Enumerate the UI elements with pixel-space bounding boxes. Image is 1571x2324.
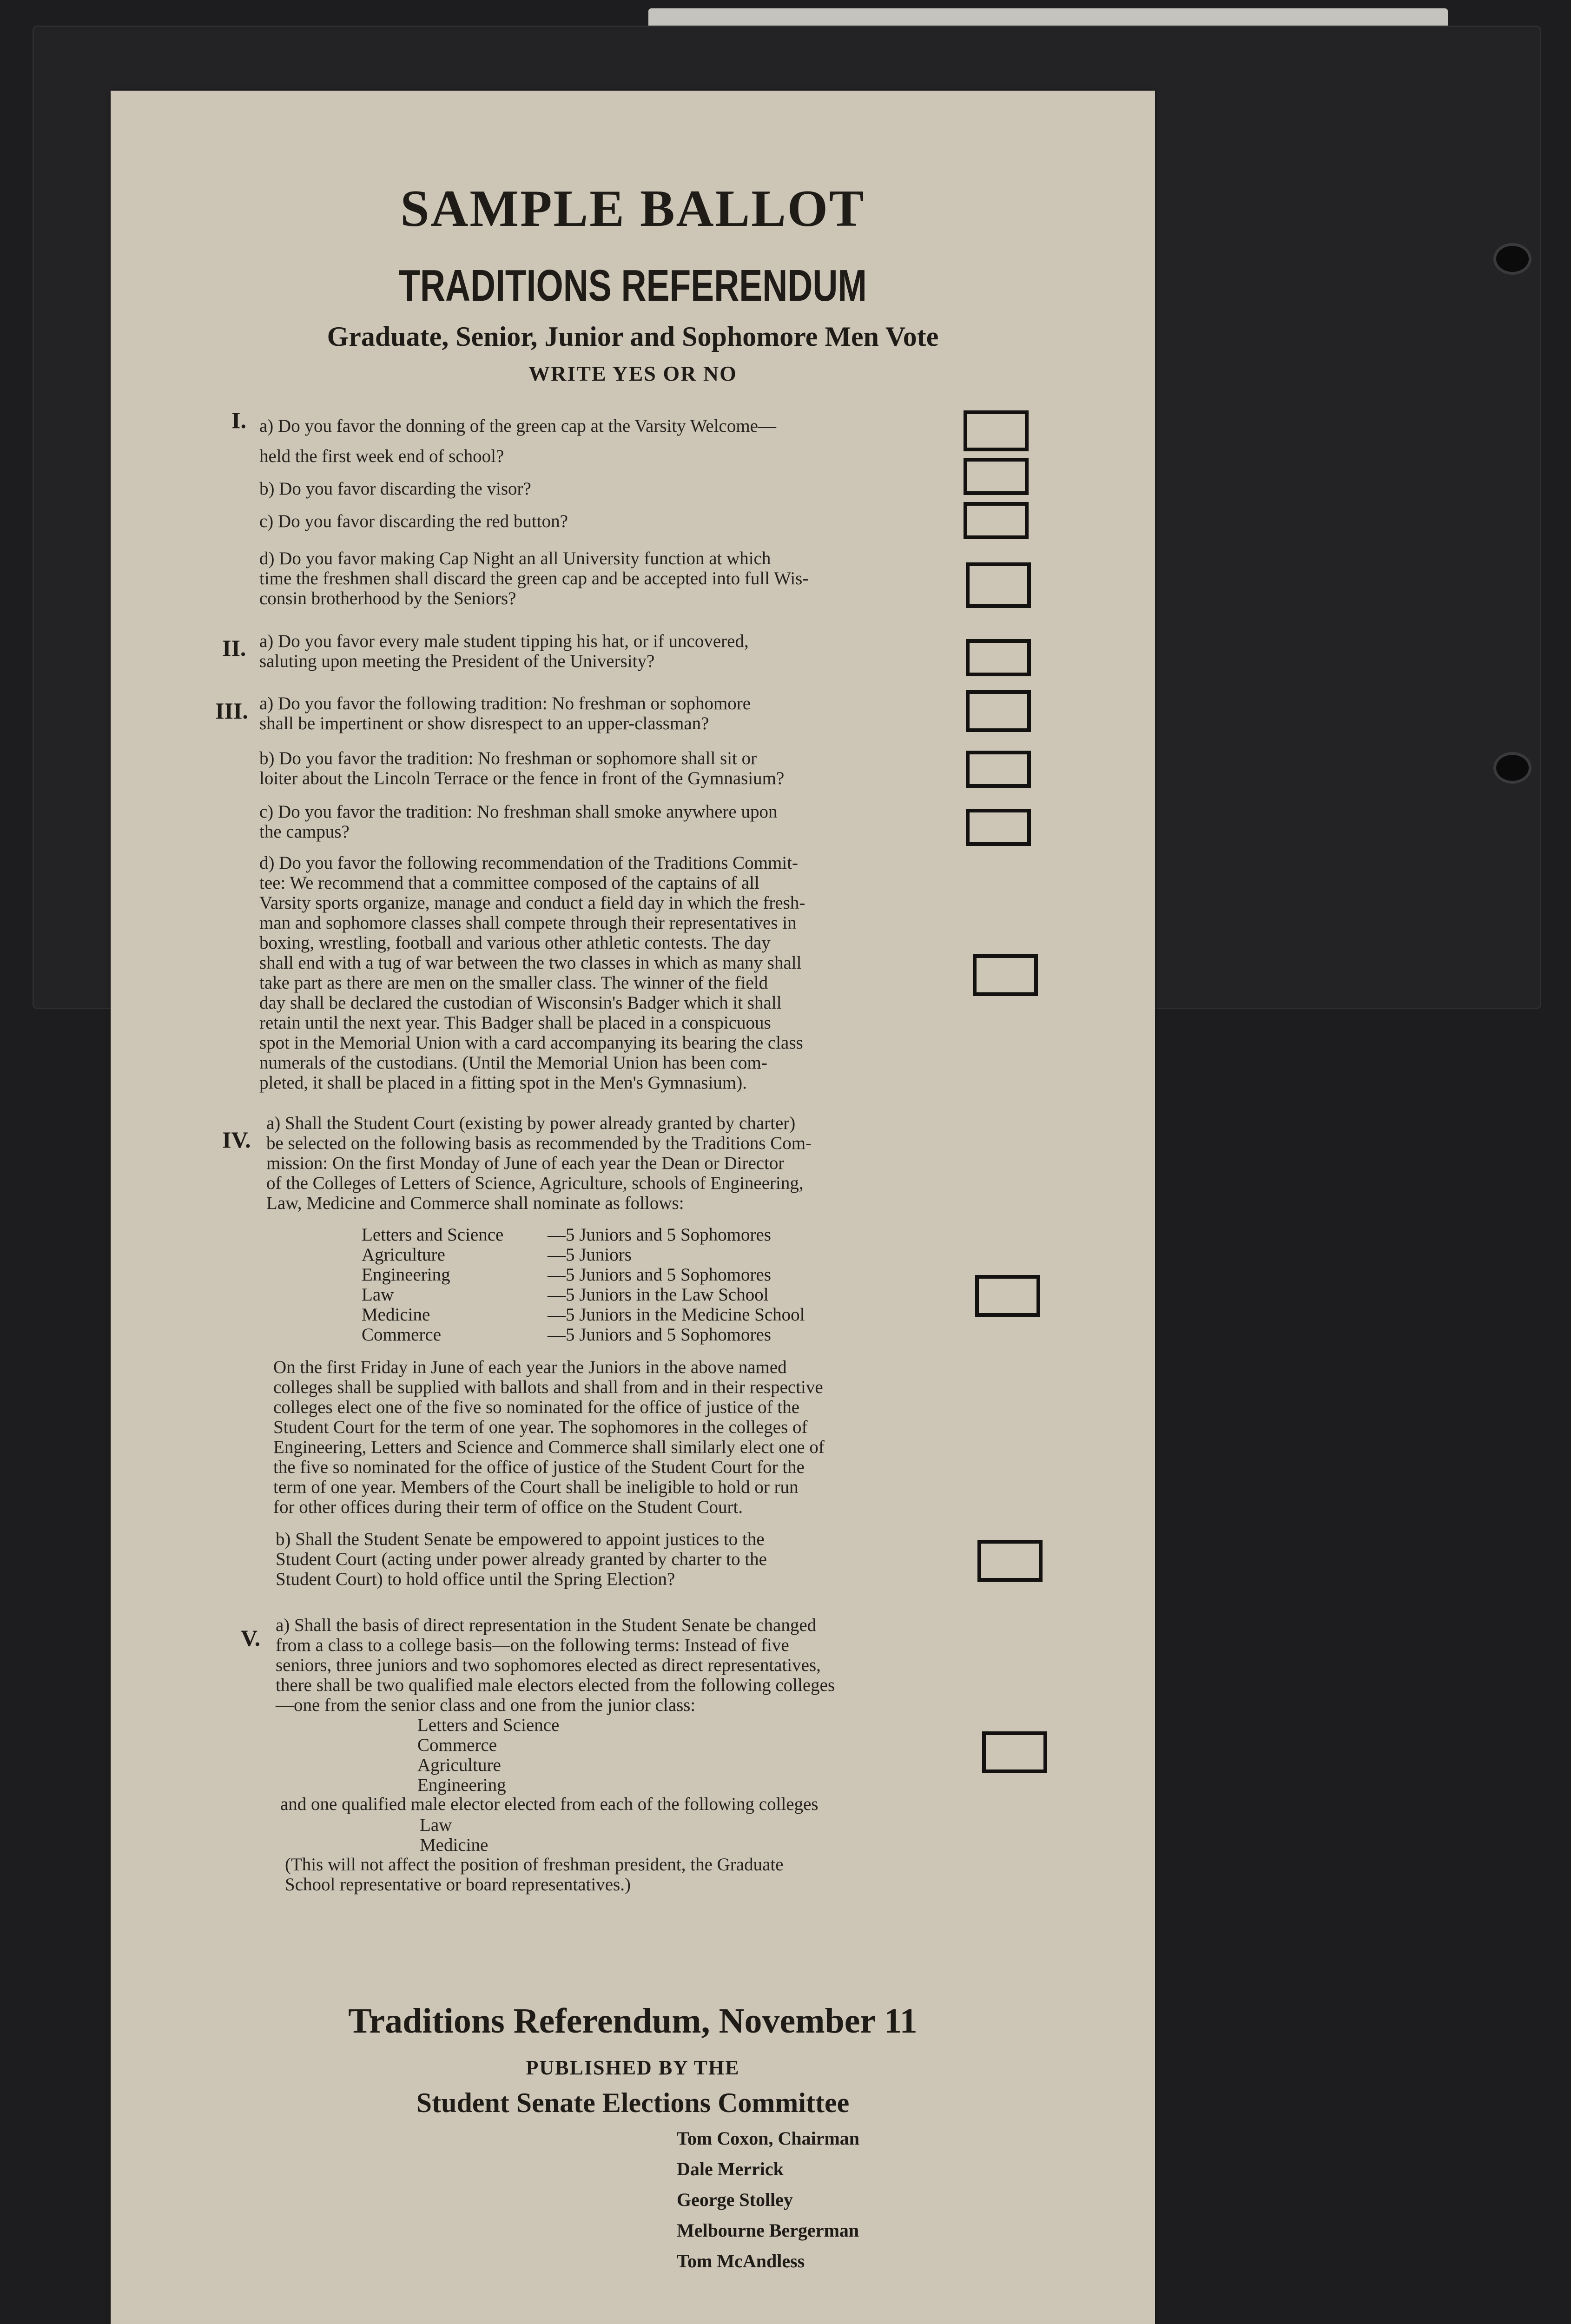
section-numeral: V. xyxy=(241,1625,261,1651)
question-1d: d) Do you favor making Cap Night an all University function at which time the freshmen shall discard the green cap and be accepted into full Wis- consin brotherhood by the Seniors? xyxy=(259,548,809,608)
ballot-subtitle: TRADITIONS REFERENDUM xyxy=(399,261,867,310)
section-numeral: I. xyxy=(231,407,246,433)
published-by: PUBLISHED BY THE xyxy=(526,2056,740,2079)
section-numeral: III. xyxy=(215,698,248,724)
vote-box-3d[interactable] xyxy=(973,954,1038,996)
question-2a: a) Do you favor every male student tipping his hat, or if uncovered, saluting upon meeting the President of the University? xyxy=(259,631,749,671)
vote-box-1c[interactable] xyxy=(964,502,1029,539)
question-4a: a) Shall the Student Court (existing by power already granted by charter) be selected on the following basis as recommended by the Traditions Com- mission: On the first Monday of June of each year the Dean or Director of the Colleges of Letters of Science, Agriculture, schools of Engineering, Law, Medicine and Commerce shall nominate as follows: xyxy=(266,1113,812,1213)
committee-member: Melbourne Bergerman xyxy=(677,2220,859,2241)
question-3d: d) Do you favor the following recommendation of the Traditions Commit- tee: We recommend that a committee composed of the captains of all Varsity sports organize, manage and conduct a field day in which the fresh- man and sophomore classes shall compete through their representatives in boxing, wrestling, football and various other athletic contests. The day shall end with a tug of war between the two classes in which as many shall take part as there are men on the smaller class. The winner of the field day shall be declared the custodian of Wisconsin's Badger which it shall retain until the next year. This Badger shall be placed in a conspicuous spot in the Memorial Union with a card accompanying its bearing the class numerals of the custodians. (Until the Memorial Union has been com- pleted, it shall be placed in a fitting spot in the Men's Gymnasium). xyxy=(259,853,805,1093)
question-1a: a) Do you favor the donning of the green cap at the Varsity Welcome— held the first week end of school? xyxy=(259,416,776,466)
vote-box-1a[interactable] xyxy=(964,410,1029,451)
vote-box-4a[interactable] xyxy=(975,1275,1040,1317)
vote-box-1d[interactable] xyxy=(966,562,1031,608)
section-numeral: II. xyxy=(222,635,246,661)
ballot-title: SAMPLE BALLOT xyxy=(400,180,865,238)
referendum-date: Traditions Referendum, November 11 xyxy=(348,2001,918,2040)
question-1c: c) Do you favor discarding the red button? xyxy=(259,511,568,531)
committee-member: Dale Merrick xyxy=(677,2159,784,2179)
vote-box-1b[interactable] xyxy=(964,458,1029,495)
question-3b: b) Do you favor the tradition: No freshman or sophomore shall sit or loiter about the Lincoln Terrace or the fence in front of the Gymnasium? xyxy=(259,748,785,788)
question-3a: a) Do you favor the following tradition: No freshman or sophomore shall be impertinent or show disrespect to an upper-classman? xyxy=(259,693,751,733)
binder-hole-top xyxy=(1493,243,1531,275)
question-3c: c) Do you favor the tradition: No freshman shall smoke anywhere upon the campus? xyxy=(259,802,778,842)
committee-member: Tom Coxon, Chairman xyxy=(677,2128,860,2149)
vote-box-2a[interactable] xyxy=(966,639,1031,676)
college-list-two-electors: Letters and Science Commerce Agriculture Engineering xyxy=(417,1715,560,1795)
vote-box-3a[interactable] xyxy=(966,690,1031,732)
vote-box-3c[interactable] xyxy=(966,809,1031,846)
committee-member: Tom McAndless xyxy=(677,2251,805,2271)
question-4b: b) Shall the Student Senate be empowered to appoint justices to the Student Court (acting under power already granted by charter to the Student Court) to hold office until the Spring Election? xyxy=(276,1529,767,1589)
vote-box-3b[interactable] xyxy=(966,751,1031,788)
one-elector-clause: and one qualified male elector elected from each of the following colleges xyxy=(280,1794,819,1814)
college-list-one-elector: Law Medicine xyxy=(420,1815,488,1855)
section-5-note: (This will not affect the position of freshman president, the Graduate School representative or board representatives.) xyxy=(285,1855,784,1895)
ballot-sheet: SAMPLE BALLOT TRADITIONS REFERENDUM Graduate, Senior, Junior and Sophomore Men Vote WRITE YES OR NO I. a) Do you favor the donning of the green cap at the Varsity Welcome— held the first week end of school? b) Do you favor discarding the visor? c) Do you favor discarding the red button? d) Do you favor making Cap Night an all University function at which time the freshmen shall discard the green cap and be accepted into full Wis- consin brotherhood by the Seniors? II. a) Do you favor every male student tipping his hat, or if uncovered, saluting upon meeting the President of the University? III. a) Do you favor the following tradition: No freshman or sophomore shall be impertinent or show disrespect to an upper-classman? b) Do you favor the tradition: No freshman or sophomore shall sit or loiter about the Lincoln Terrace or the fence in front of the Gymnasium? c) Do you favor the tradition: No freshman shall smoke anywhere upon the campus? d) Do you favor the following recommendation of the Traditions Commit- tee: We recommend that a committee composed of the captains of all Varsity sports organize, manage and conduct a field day in which the fresh- man and sophomore classes shall compete through their representatives in boxing, wrestling, football and various other athletic contests. The day shall end with a tug of war between the two classes in which as many shall take part as there are men on the smaller class. The winner of the field day shall be declared the custodian of Wisconsin's Badger which it shall retain until the next year. This Badger shall be placed in a conspicuous spot in the Memorial Union with a card accompanying its bearing the class numerals of the custodians. (Until the Memorial Union has been com- pleted, it shall be placed in a fitting spot in the Men's Gymnasium). IV. a) Shall the Student Court (existing by power already granted by charter) be selected on the following basis as recommended by the Traditions Com- mission: On the first Monday of June of each year the Dean or Director of the Colleges of Letters of Science, Agriculture, schools of Engineering, Law, Medicine and Commerce shall nominate as follows: Letters and Science —5 Juniors and 5 Sophomores Agriculture —5 Juniors Engineering —5 Juniors and 5 Sophomores Law —5 Juniors in the Law School Medicine —5 Juniors in the Medicine School Commerce —5 Juniors and 5 Sophomores On the first Friday in June of each year the Juniors in the above named colleges shall be supplied with ballots and shall from and in their respective colleges elect one of the five so nominated for the office of justice of the Student Court for the term of one year. The sophomores in the colleges of Engineering, Letters and Science and Commerce shall similarly elect one of the five so nominated for the office of justice of the Student Court for the term of one year. Members of the Court shall be ineligible to hold or run for other offices during their term of office on the Student Court. b) Shall the Student Senate be empowered to appoint justices to the Student Court (acting under power already granted by charter to the Student Court) to hold office until the Spring Election? V. a) Shall the basis of direct representation in the Student Senate be changed from a class to a college basis—on the following terms: Instead of five seniors, three juniors and two sophomores elected as direct representatives, there shall be two qualified male electors elected from the following colleges —one from the senior class and one from the junior class: Letters and Science Commerce Agriculture Engineering and one qualified male elector elected from each of the following colleges Law Medicine (This will not affect the position of freshman president, the Graduate School representative or board representatives.) Traditions Referendum, November 11 PUBLISHED BY THE Student Senate Elections Committee Tom Coxon, Chairman Dale Merrick George Stolley Melbourne Bergerman Tom McAndless xyxy=(111,91,1155,2324)
question-5a: a) Shall the basis of direct representation in the Student Senate be changed from a class to a college basis—on the following terms: Instead of five seniors, three juniors and two sophomores elected as direct representatives, there shall be two qualified male electors elected from the following colleges —one from the senior class and one from the junior class: xyxy=(276,1615,835,1715)
voting-instruction: WRITE YES OR NO xyxy=(528,362,737,385)
vote-box-5a[interactable] xyxy=(982,1731,1047,1773)
section-numeral: IV. xyxy=(222,1127,251,1153)
voter-eligibility: Graduate, Senior, Junior and Sophomore Men Vote xyxy=(327,321,939,352)
binder-hole-bottom xyxy=(1493,752,1531,784)
question-1b: b) Do you favor discarding the visor? xyxy=(259,479,531,499)
election-procedure: On the first Friday in June of each year the Juniors in the above named colleges shall be supplied with ballots and shall from and in their respective colleges elect one of the five so nominated for the office of justice of the Student Court for the term of one year. The sophomores in the colleges of Engineering, Letters and Science and Commerce shall similarly elect one of the five so nominated for the office of justice of the Student Court for the term of one year. Members of the Court shall be ineligible to hold or run for other offices during their term of office on the Student Court. xyxy=(273,1357,825,1517)
vote-box-4b[interactable] xyxy=(977,1540,1043,1582)
committee-name: Student Senate Elections Committee xyxy=(416,2087,850,2118)
committee-member: George Stolley xyxy=(677,2189,793,2210)
